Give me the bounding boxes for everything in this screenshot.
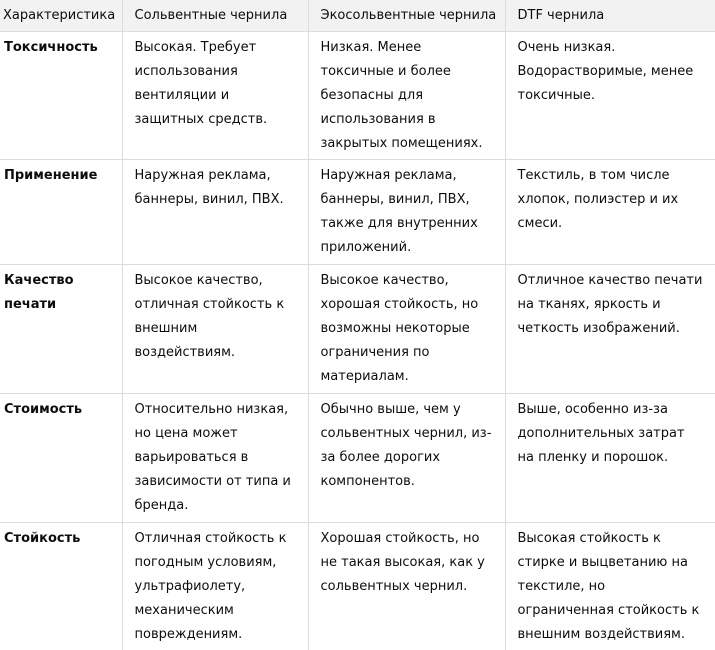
table-row: [0, 160, 715, 265]
table-cell: Текстиль, в том числе хлопок, полиэстер и их смеси.: [505, 160, 715, 265]
table-cell: Высокое качество, отличная стойкость к внешним воздействиям.: [122, 265, 308, 394]
table-cell: Высокая стойкость к стирке и выцветанию на текстиле, но ограниченная стойкость к внешним воздействиям.: [505, 523, 715, 650]
table-cell: Низкая. Менее токсичные и более безопасны для использования в закрытых помещениях.: [308, 32, 505, 160]
table-cell: Выше, особенно из-за дополнительных затрат на пленку и порошок.: [505, 394, 715, 523]
table-header: [0, 0, 715, 32]
table-row: [0, 394, 715, 523]
row-label: Токсичность: [0, 32, 122, 160]
header-eco-solvent-ink: Экосольвентные чернила: [308, 0, 505, 32]
header-dtf-ink: DTF чернила: [505, 0, 715, 32]
table-cell: Наружная реклама, баннеры, винил, ПВХ.: [122, 160, 308, 265]
header-solvent-ink: Сольвентные чернила: [122, 0, 308, 32]
table-row: [0, 523, 715, 650]
row-label: Применение: [0, 160, 122, 265]
row-label: Стойкость: [0, 523, 122, 650]
table-body: [0, 32, 715, 650]
table-cell: Очень низкая. Водорастворимые, менее токсичные.: [505, 32, 715, 160]
table-cell: Относительно низкая, но цена может варьироваться в зависимости от типа и бренда.: [122, 394, 308, 523]
header-characteristic: Характеристика: [0, 0, 122, 32]
table-cell: Высокое качество, хорошая стойкость, но возможны некоторые ограничения по материалам.: [308, 265, 505, 394]
row-label: Стоимость: [0, 394, 122, 523]
row-label: Качество печати: [0, 265, 122, 394]
table-cell: Высокая. Требует использования вентиляции и защитных средств.: [122, 32, 308, 160]
table-cell: Наружная реклама, баннеры, винил, ПВХ, также для внутренних приложений.: [308, 160, 505, 265]
table-cell: Обычно выше, чем у сольвентных чернил, из-за более дорогих компонентов.: [308, 394, 505, 523]
table-row: [0, 32, 715, 160]
table-row: [0, 265, 715, 394]
table-cell: Отличное качество печати на тканях, яркость и четкость изображений.: [505, 265, 715, 394]
header-row: [0, 0, 715, 32]
table-cell: Отличная стойкость к погодным условиям, ультрафиолету, механическим повреждениям.: [122, 523, 308, 650]
table-cell: Хорошая стойкость, но не такая высокая, как у сольвентных чернил.: [308, 523, 505, 650]
